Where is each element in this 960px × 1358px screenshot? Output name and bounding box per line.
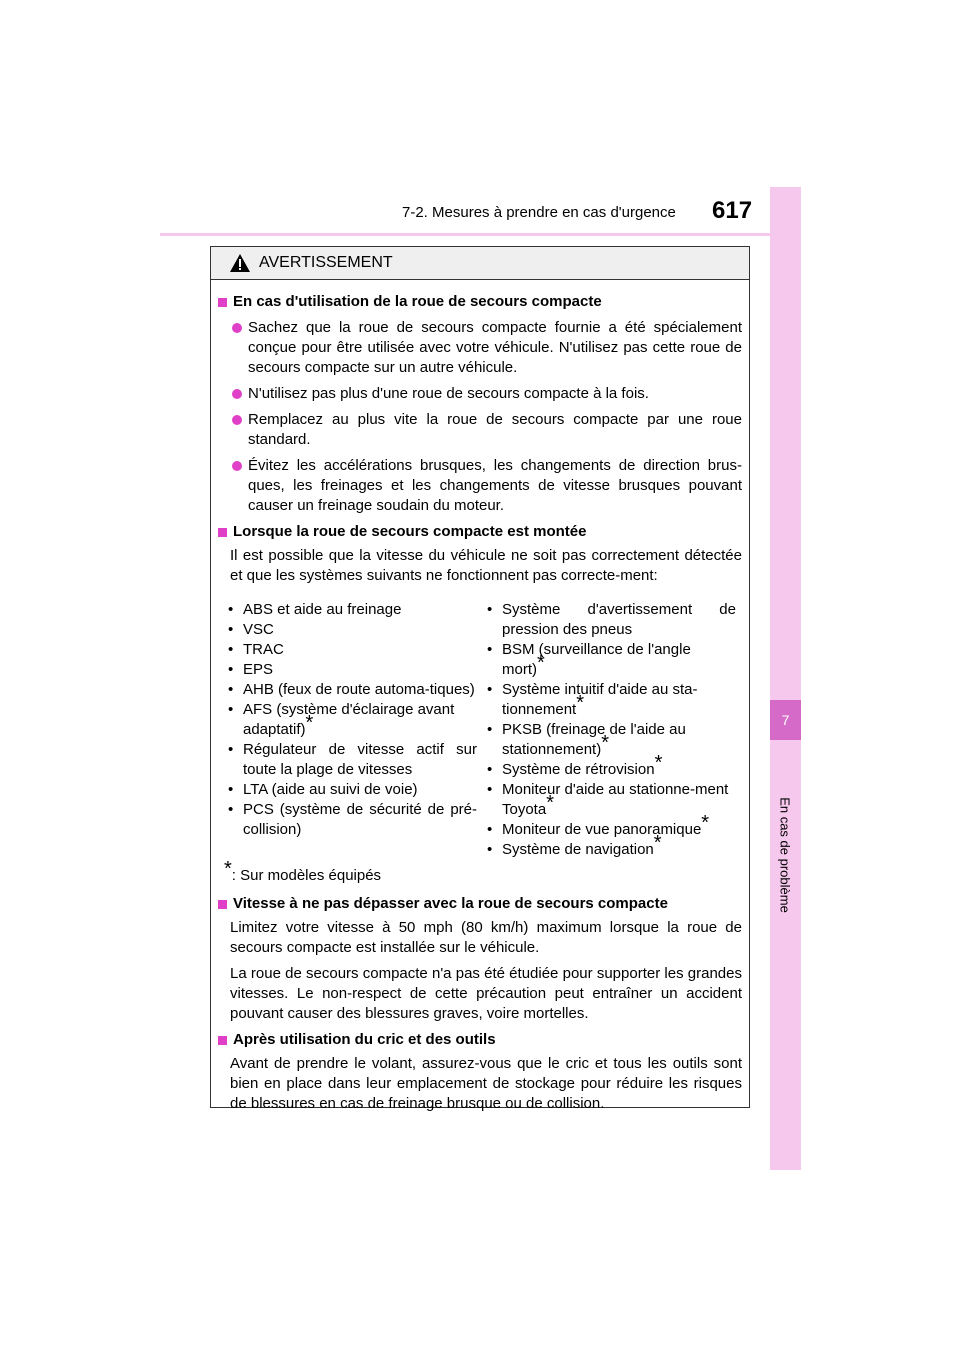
circle-bullet-icon (232, 461, 242, 471)
square-bullet-icon (218, 900, 227, 909)
paragraph: La roue de secours compacte n'a pas été étudiée pour supporter les grandes vitesses. Le non-respect de cette précaution peut entraîner un accident pouvant causer des blessures graves, voire mortelles. (230, 965, 742, 1022)
list-item: • AFS (système d'éclairage avant adaptatif)* (228, 701, 455, 738)
page-number: 617 (712, 197, 753, 224)
section-heading: En cas d'utilisation de la roue de secours compacte (218, 292, 742, 312)
list-item: • PCS (système de sécurité de pré-collision) (228, 801, 477, 838)
warning-content (211, 280, 749, 1114)
warning-title: AVERTISSEMENT (259, 254, 393, 271)
list-item: • Système de rétrovision* (487, 752, 663, 778)
list-item: • ABS et aide au freinage (228, 601, 402, 618)
section-heading: Vitesse à ne pas dépasser avec la roue de secours compacte (218, 894, 742, 914)
list-item: • Moniteur d'aide au stationne-ment Toyota* (487, 781, 729, 818)
paragraph: Avant de prendre le volant, assurez-vous que le cric et tous les outils sont bien en place dans leur emplacement de stockage pour réduire les risques de blessures en cas de freinage brusque ou de collision. (230, 1055, 742, 1112)
systems-list-right (487, 600, 736, 860)
list-item: Évitez les accélérations brusques, les changements de direction brus-ques, les freinages et les changements de vitesse brusques pouvant causer un freinage soudain du moteur. (218, 456, 742, 516)
section-heading: Après utilisation du cric et des outils (218, 1030, 742, 1050)
circle-bullet-icon (232, 323, 242, 333)
footnote: *: Sur modèles équipés (224, 858, 382, 884)
list-item: • LTA (aide au suivi de voie) (228, 781, 418, 798)
list-item: Sachez que la roue de secours compacte fournie a été spécialement conçue pour être utilisée avec votre véhicule. N'utilisez pas cette roue de secours compacte sur un autre véhicule. (218, 318, 742, 378)
circle-bullet-icon (232, 415, 242, 425)
paragraph: Il est possible que la vitesse du véhicule ne soit pas correctement détectée et que les systèmes suivants ne fonctionnent pas correcte-ment: (230, 547, 742, 584)
list-item: • Régulateur de vitesse actif sur toute la plage de vitesses (228, 741, 477, 778)
list-item: • Moniteur de vue panoramique* (487, 812, 710, 838)
warning-header (211, 247, 749, 280)
square-bullet-icon (218, 298, 227, 307)
chapter-title: En cas de problème (777, 797, 793, 913)
warning-triangle-icon (229, 253, 251, 273)
list-item: • Système intuitif d'aide au sta-tionnement* (487, 681, 698, 718)
systems-list-left (228, 600, 477, 860)
chapter-sidebar (770, 187, 801, 1170)
header-rule (160, 233, 801, 236)
list-item: • TRAC (228, 641, 284, 658)
list-item: • BSM (surveillance de l'angle mort)* (487, 641, 691, 678)
square-bullet-icon (218, 1036, 227, 1045)
list-item: • Système d'avertissement de pression des pneus (487, 601, 736, 638)
section-title: 7-2. Mesures à prendre en cas d'urgence (402, 204, 676, 221)
section-heading: Lorsque la roue de secours compacte est montée (218, 522, 742, 542)
square-bullet-icon (218, 528, 227, 537)
list-item: Remplacez au plus vite la roue de secours compacte par une roue standard. (218, 410, 742, 450)
list-item: • Système de navigation* (487, 832, 662, 858)
circle-bullet-icon (232, 389, 242, 399)
systems-list (218, 600, 742, 860)
paragraph: Limitez votre vitesse à 50 mph (80 km/h) maximum lorsque la roue de secours compacte est installée sur le véhicule. (230, 919, 742, 956)
list-item: N'utilisez pas plus d'une roue de secours compacte à la fois. (218, 384, 742, 404)
chapter-number-tab: 7 (770, 700, 801, 740)
list-item: • VSC (228, 621, 274, 638)
list-item: • PKSB (freinage de l'aide au stationnement)* (487, 721, 686, 758)
list-item: • EPS (228, 661, 274, 678)
warning-box (210, 246, 750, 1112)
list-item: • AHB (feux de route automa-tiques) (228, 681, 475, 698)
